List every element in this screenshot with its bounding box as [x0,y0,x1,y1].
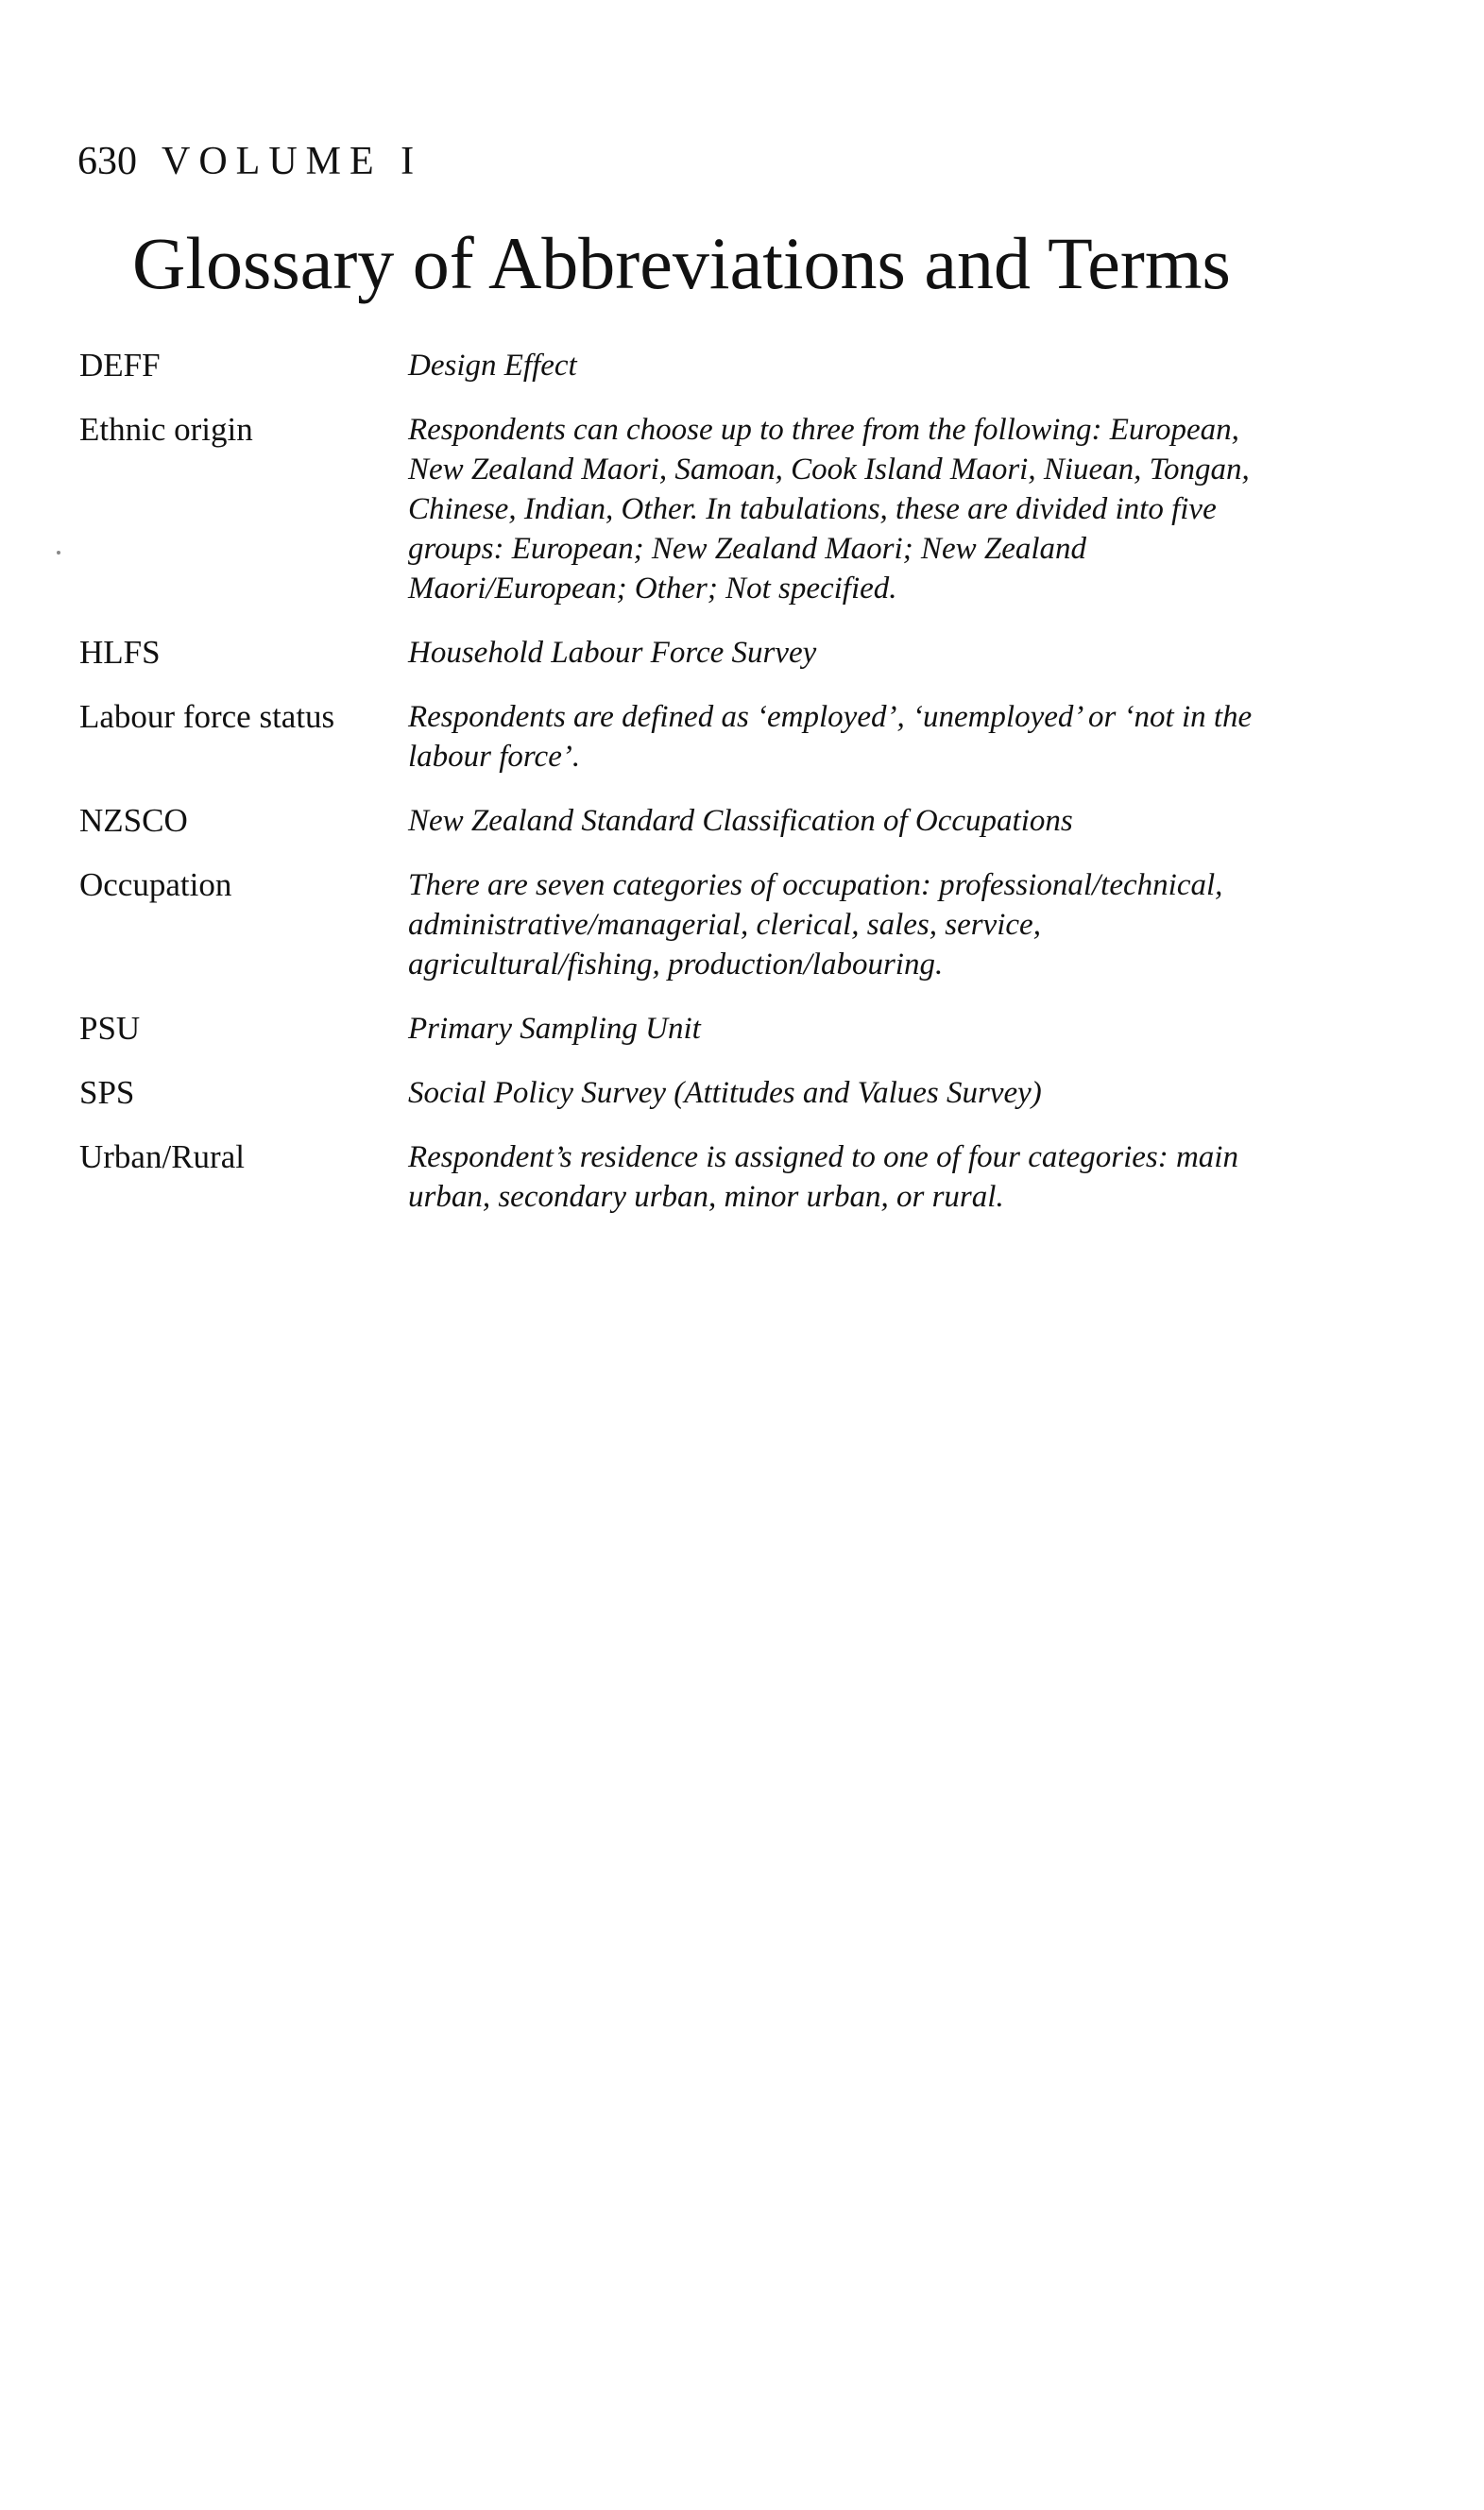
stray-mark [57,551,60,555]
glossary-entry-ethnic-origin [79,410,1270,608]
glossary-definition: Respondents can choose up to three from the following: European, New Zealand Maori, Samoan, Cook Island Maori, Niuean, Tongan, Chinese, Indian, Other. In tabulations, these are divided into five groups: European; New Zealand Maori; New Zealand Maori/European; Other; Not specified. [408,413,1250,606]
glossary-term: SPS [79,1074,135,1111]
glossary-definition: Social Policy Survey (Attitudes and Values Survey) [408,1076,1042,1110]
glossary-term: HLFS [79,634,161,671]
glossary-definition: Design Effect [408,349,577,383]
glossary-entry-labour-force-status [79,697,1270,777]
glossary-entry-hlfs [79,633,1270,673]
glossary-term: DEFF [79,347,161,384]
glossary-entry-nzsco [79,801,1270,841]
glossary-definition: Respondent’s residence is assigned to one of four categories: main urban, secondary urban, minor urban, or rural. [408,1140,1238,1214]
running-head [77,142,422,181]
glossary-term: PSU [79,1010,141,1047]
glossary-term: Urban/Rural [79,1138,245,1175]
page-title: Glossary of Abbreviations and Terms [132,222,1231,304]
glossary-list [79,346,1270,1217]
glossary-entry-occupation [79,865,1270,984]
glossary-definition: There are seven categories of occupation: professional/technical, administrative/managerial, clerical, sales, service, agricultural/fishing, production/labouring. [408,868,1223,982]
volume-label: VOLUME I [162,140,423,183]
glossary-definition: Household Labour Force Survey [408,636,817,670]
glossary-entry-deff [79,346,1270,385]
glossary-definition: Primary Sampling Unit [408,1012,701,1046]
glossary-entry-psu [79,1009,1270,1049]
glossary-term: Ethnic origin [79,411,253,448]
page-number: 630 [77,140,137,183]
glossary-term: Labour force status [79,698,335,735]
glossary-term: NZSCO [79,802,188,839]
glossary-entry-sps [79,1073,1270,1113]
glossary-definition: Respondents are defined as ‘employed’, ‘unemployed’ or ‘not in the labour force’. [408,700,1253,774]
glossary-definition: New Zealand Standard Classification of Occupations [408,804,1073,838]
glossary-term: Occupation [79,866,232,903]
glossary-entry-urban-rural [79,1137,1270,1217]
